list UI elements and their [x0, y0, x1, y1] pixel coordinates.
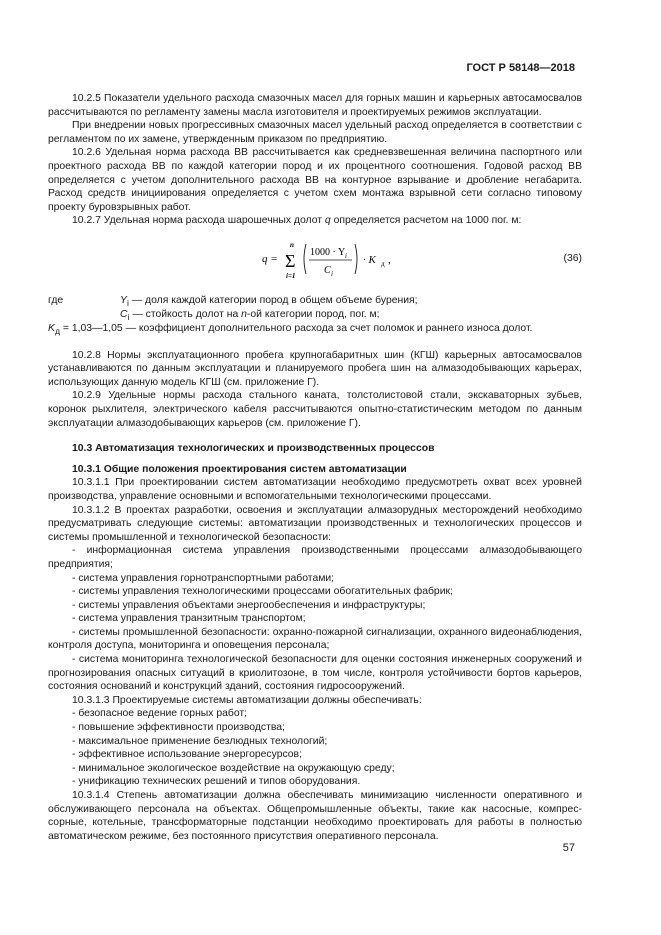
- subsection-heading-10-3-1: 10.3.1 Общие положения проектирования систем автоматизации: [72, 463, 407, 475]
- paragraph-10-3-1-1: 10.3.1.1 При проектировании систем автоматизации необходимо предусмотреть охват всех уровней производства, управление основными и вспомогательными технологическими процессами.: [48, 477, 582, 502]
- legend-row-y: где $Y_i$ — доля каждой категории пород в общем объеме бурения;: [48, 294, 418, 309]
- list-item: - минимальное экологическое воздействие на окружающую среду;: [72, 762, 395, 774]
- list-item: - системы управления объектами энергообеспечения и инфраструктуры;: [72, 599, 426, 611]
- list-item: - унификацию технических решений и типов оборудования.: [72, 776, 361, 788]
- sum-lower-limit: i=1: [286, 271, 296, 280]
- formula-tail: ,: [388, 253, 391, 266]
- right-paren: [355, 244, 357, 274]
- page-content: [48, 92, 582, 843]
- fraction-denominator: C: [324, 264, 331, 276]
- paragraph-10-2-7: 10.2.7 Удельная норма расхода шарошечных долот q определяется расчетом на 1000 пог. м:: [72, 215, 522, 227]
- list-item: - система мониторинга технологической безопасности для оценки состояния инженерных сооружений и прогнозирования опасных ситуаций в криолитозоне, в том числе, контроля устойчивости бортов карьеров, состояния оснований и конструкций зданий, состояния гидросооружений.: [48, 654, 582, 693]
- paragraph-10-2-6: 10.2.6 Удельная норма расхода ВВ рассчитывается как средневзвешенная величина паспортного или проектного расхода ВВ по каждой категории пород и их процентного соотношения. Годовой расход ВВ определяется с учетом дополнительного расхода ВВ на контурное взрывание и дробление негабарита. Расход средств инициирования определяется с учетом схем монтажа взрывной сети согласно типовому проекту буровзрывных работ.: [48, 147, 582, 213]
- paragraph-10-2-5-cont: При внедрении новых прогрессивных смазочных масел удельный расход определяется в соответствии с регламентом по их замене, утвержденным приказом по предприятию.: [48, 120, 582, 145]
- numerator-subscript: i: [345, 251, 347, 260]
- section-heading-10-3: 10.3 Автоматизация технологических и производственных процессов: [72, 443, 435, 455]
- page-number: 57: [562, 842, 575, 854]
- formula-36: [48, 238, 582, 282]
- formula-expression: [258, 238, 438, 282]
- list-item: - информационная система управления производственными процессами алмазодобывающего предприятия;: [48, 545, 582, 570]
- fraction-numerator: 1000 · Y: [310, 246, 346, 258]
- list-item: - максимальное применение безлюдных технологий;: [72, 735, 328, 747]
- list-item: - система управления транзитным транспортом;: [72, 613, 306, 625]
- list-item: - системы управления технологическими процессами обогатительных фабрик;: [72, 586, 453, 598]
- sum-sign: Σ: [285, 250, 296, 271]
- paragraph-10-2-5: 10.2.5 Показатели удельного расхода смазочных масел для горных машин и карьерных автосамосвалов рассчитываются по регламенту замены масла изготовителя и проектируемых режимов эксплуатации.: [48, 93, 582, 118]
- legend-row-c: $C_i$ — стойкость долот на n-ой категории пород, пог. м;: [120, 308, 380, 323]
- formula-number: (36): [563, 252, 582, 264]
- document-code: ГОСТ Р 58148—2018: [466, 62, 575, 74]
- paragraph-10-2-9: 10.2.9 Удельные нормы расхода стального каната, толстолистовой стали, экскаваторных зубьев, коронок рыхлителя, электрического кабеля рассчитываются опытно-статистическим методом по данным эксплуатации алмазодобывающих карьеров (см. приложение Г).: [48, 390, 582, 429]
- sum-upper-limit: n: [290, 240, 294, 249]
- formula-lhs: q =: [262, 252, 278, 265]
- list-item: - повышение эффективности производства;: [72, 722, 285, 734]
- paragraph-10-3-1-2: 10.3.1.2 В проектах разработки, освоения и эксплуатации алмазорудных месторождений необходимо предусматривать следующие системы: автоматизации производственных и технологических процессов и системы промышленной и технологической безопасности:: [48, 504, 582, 543]
- factor-subscript: д: [381, 259, 385, 268]
- list-item: - безопасное ведение горных работ;: [72, 708, 248, 720]
- legend-row-k: $K_д$ = 1,03—1,05 — коэффициент дополнительного расхода за счет поломок и раннего износа долот.: [48, 322, 533, 337]
- paragraph-10-3-1-4: 10.3.1.4 Степень автоматизации должна обеспечивать минимизацию численности оперативного и обслуживающего персонала на объектах. Общепромышленные объекты, такие как насосные, компрессорные, котельные, трансформаторные подстанции необходимо проектировать для работы в полностью автоматическом режиме, без постоянного присутствия оперативного персонала.: [48, 790, 582, 842]
- list-item: - системы промышленной безопасности: охранно-пожарной сигнализации, охранного видеонаблюдения, контроля доступа, мониторинга и оповещения персонала;: [48, 626, 582, 652]
- left-paren: [304, 244, 306, 274]
- list-item: - эффективное использование энергоресурсов;: [72, 749, 302, 761]
- list-item: - система управления горнотранспортными работами;: [72, 572, 335, 584]
- paragraph-10-3-1-3: 10.3.1.3 Проектируемые системы автоматизации должны обеспечивать:: [72, 694, 422, 706]
- formula-factor: · K: [363, 253, 376, 266]
- denominator-subscript: i: [331, 269, 333, 278]
- paragraph-10-2-8: 10.2.8 Нормы эксплуатационного пробега крупногабаритных шин (КГШ) карьерных автосамосвалов устанавливаются по данным эксплуатации и планируемого пробега шин на алмазодобывающих карьерах, использующих данную модель КГШ (см. приложение Г).: [48, 349, 582, 388]
